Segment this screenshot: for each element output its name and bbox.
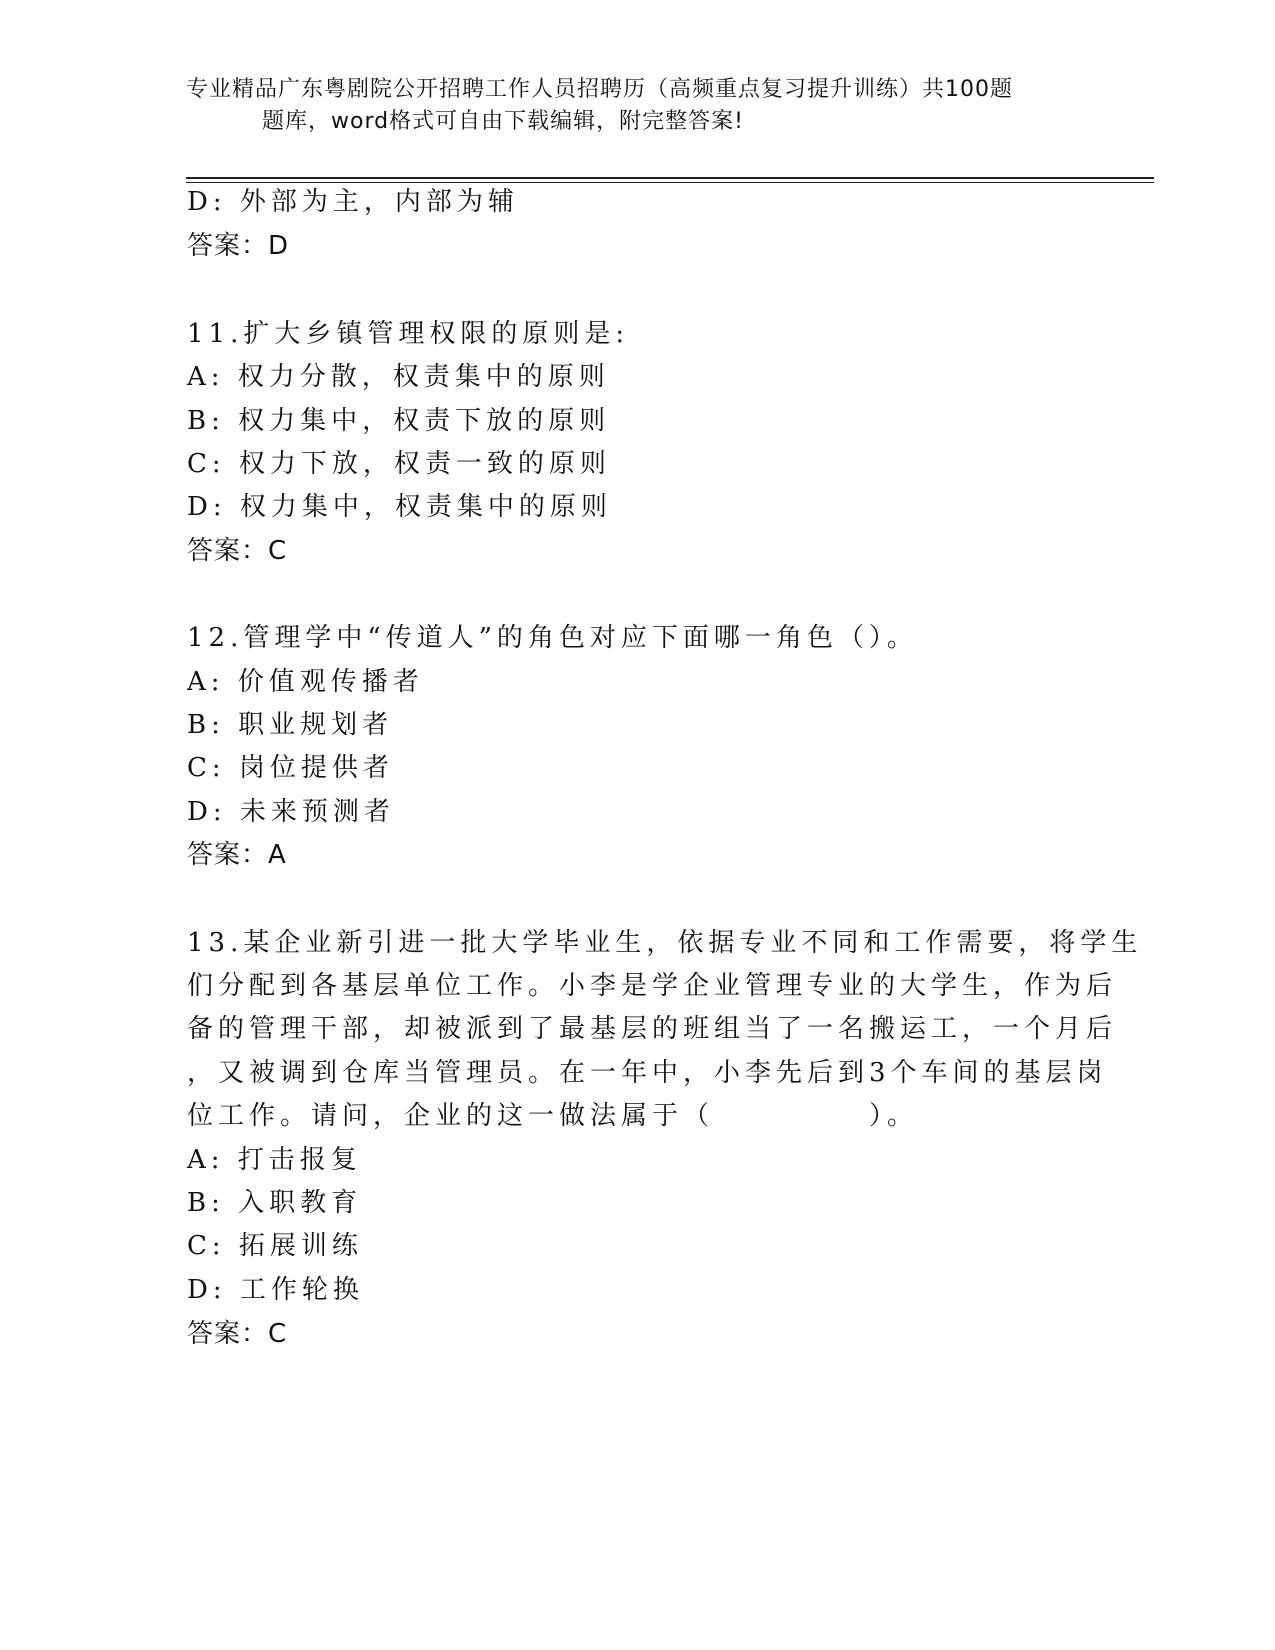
header-title-line2: 题库，word格式可自由下载编辑，附完整答案! [262,109,744,134]
q13-stem-line5: 位工作。请问，企业的这一做法属于（ ）。 [187,1101,919,1131]
q10-answer: 答案：D [187,231,290,261]
q11-stem: 11.扩大乡镇管理权限的原则是: [187,319,630,349]
q13-stem-line3: 备的管理干部，却被派到了最基层的班组当了一名搬运工，一个月后 [187,1014,1118,1044]
q11-answer: 答案：C [187,536,288,566]
header-rule-thin [186,182,1154,183]
q13-option-a: A: 打击报复 [187,1145,362,1175]
q10-option-d: D: 外部为主，内部为辅 [187,187,519,217]
q12-answer: 答案：A [187,840,287,870]
q12-option-b: B: 职业规划者 [187,710,394,740]
q11-option-b: B: 权力集中，权责下放的原则 [187,406,611,436]
q13-answer: 答案：C [187,1319,288,1349]
header-title-line1: 专业精品广东粤剧院公开招聘工作人员招聘历（高频重点复习提升训练）共100题 [186,77,1013,102]
q13-stem-line4: ，又被调到仓库当管理员。在一年中，小李先后到3个车间的基层岗 [187,1058,1108,1088]
q13-option-b: B: 入职教育 [187,1188,363,1218]
q13-option-d: D: 工作轮换 [187,1275,364,1305]
q11-option-d: D: 权力集中，权责集中的原则 [187,492,612,522]
q11-option-a: A: 权力分散，权责集中的原则 [187,362,610,392]
q13-stem-line1: 13.某企业新引进一批大学毕业生，依据专业不同和工作需要，将学生 [187,928,1143,958]
q12-option-a: A: 价值观传播者 [187,667,424,697]
q13-stem-line2: 们分配到各基层单位工作。小李是学企业管理专业的大学生，作为后 [187,971,1118,1001]
q12-stem: 12.管理学中“传道人”的角色对应下面哪一角色（）。 [187,623,918,653]
q12-option-c: C: 岗位提供者 [187,753,394,783]
header-rule-thick [186,177,1154,179]
document-header [186,74,1086,138]
q11-option-c: C: 权力下放，权责一致的原则 [187,449,611,479]
q12-option-d: D: 未来预测者 [187,797,395,827]
q13-option-c: C: 拓展训练 [187,1231,363,1261]
